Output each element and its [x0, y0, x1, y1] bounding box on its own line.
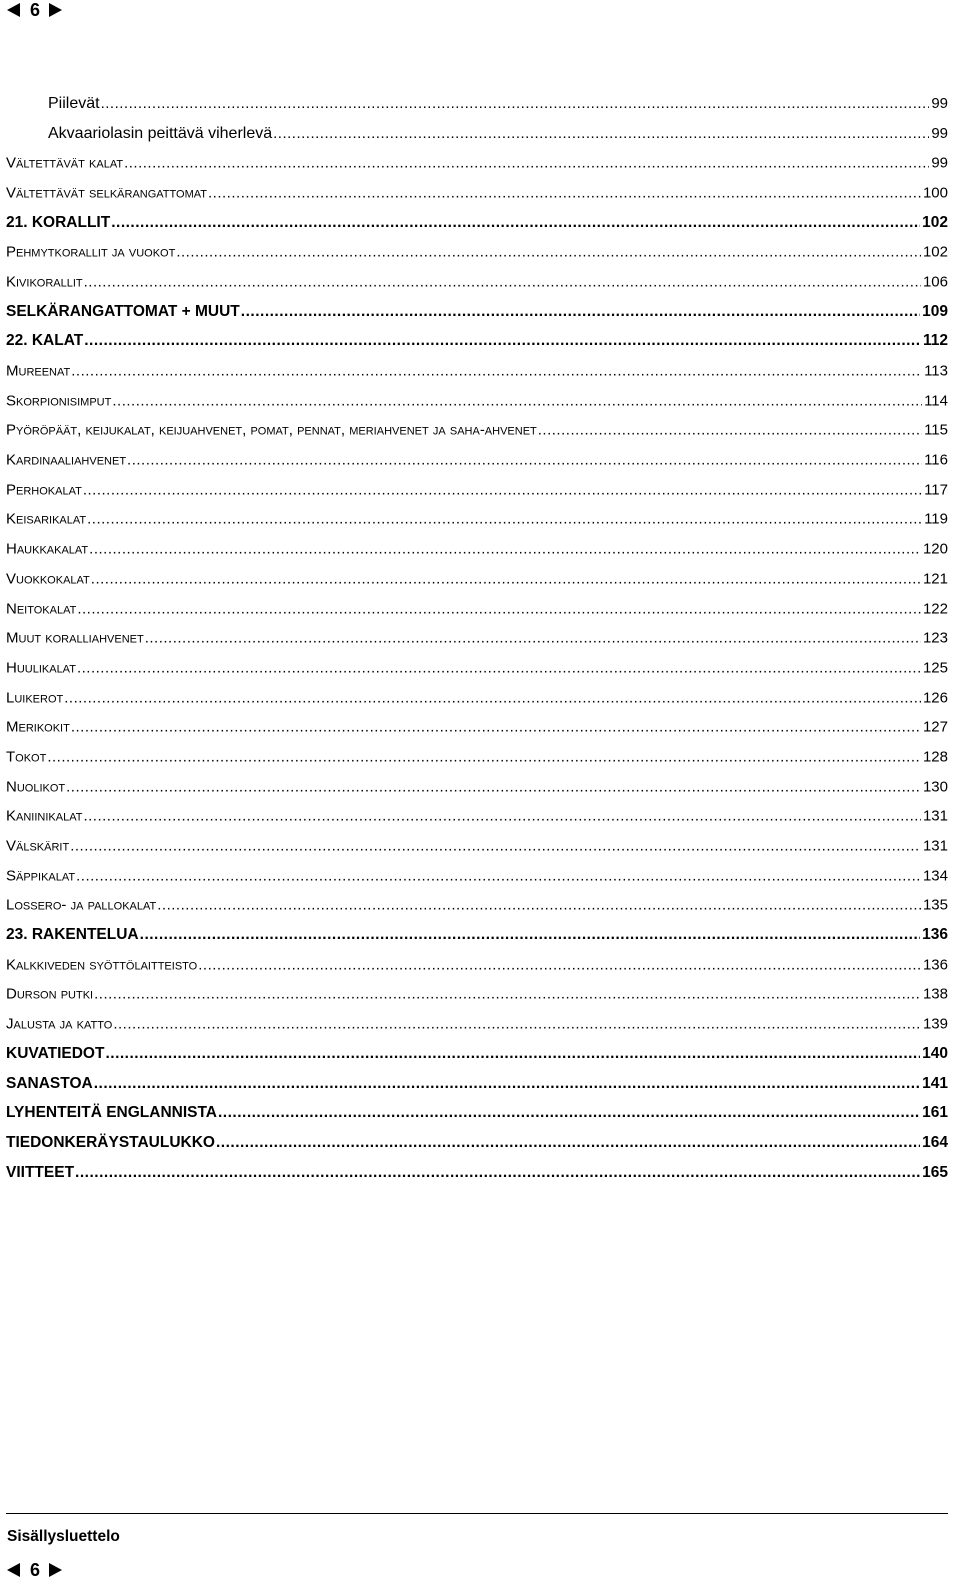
toc-entry-page: 127	[922, 718, 948, 736]
toc-entry-label: Vältettävät selkärangattomat	[6, 184, 208, 202]
dot-leader	[113, 1016, 921, 1033]
toc-entry-label: SANASTOA	[6, 1074, 93, 1092]
toc-entry[interactable]	[0, 178, 960, 208]
toc-entry-label: Keisarikalat	[6, 510, 87, 528]
toc-entry-page: 139	[922, 1015, 948, 1033]
toc-entry-label: Vuokkokalat	[6, 570, 90, 588]
toc-entry[interactable]	[0, 386, 960, 416]
dot-leader	[157, 897, 921, 914]
dot-leader	[124, 155, 929, 172]
toc-entry-label: Tokot	[6, 748, 47, 766]
toc-entry-label: Muut koralliahvenet	[6, 629, 144, 647]
toc-entry-page: 128	[922, 748, 948, 766]
toc-entry-page: 114	[924, 392, 948, 410]
dot-leader	[176, 244, 921, 261]
pager-top	[7, 0, 62, 20]
toc-entry-label: Skorpionisimput	[6, 392, 112, 410]
dot-leader	[75, 1164, 920, 1182]
toc-entry[interactable]	[0, 208, 960, 238]
toc-entry-label: Pehmytkorallit ja vuokot	[6, 243, 176, 261]
dot-leader	[84, 332, 921, 350]
toc-entry-label: Neitokalat	[6, 600, 77, 618]
toc-entry-page: 131	[922, 807, 948, 825]
next-page-icon[interactable]	[49, 1563, 62, 1577]
toc-entry-page: 99	[931, 94, 948, 112]
toc-entry-label: Mureenat	[6, 362, 71, 380]
toc-entry[interactable]	[0, 1069, 960, 1099]
toc-entry-page: 120	[922, 540, 948, 558]
dot-leader	[83, 481, 922, 498]
toc-entry-label: Kardinaaliahvenet	[6, 451, 127, 469]
toc-entry[interactable]	[0, 1158, 960, 1188]
toc-entry-page: 136	[922, 956, 948, 974]
dot-leader	[83, 808, 921, 825]
toc-entry-label: Jalusta ja katto	[6, 1015, 113, 1033]
toc-entry[interactable]	[0, 980, 960, 1010]
toc-entry[interactable]	[0, 1128, 960, 1158]
next-page-icon[interactable]	[49, 3, 62, 17]
toc-entry-page: 113	[924, 362, 948, 380]
toc-entry[interactable]	[0, 772, 960, 802]
toc-entry[interactable]	[0, 534, 960, 564]
toc-entry-label: Huulikalat	[6, 659, 76, 677]
toc-entry-label: SELKÄRANGATTOMAT + MUUT	[6, 302, 240, 320]
dot-leader	[77, 659, 921, 676]
dot-leader	[101, 95, 930, 112]
toc-entry[interactable]	[0, 1009, 960, 1039]
dot-leader	[94, 1075, 920, 1093]
toc-entry-page: 164	[922, 1133, 948, 1151]
toc-entry[interactable]	[0, 416, 960, 446]
toc-entry-page: 121	[922, 570, 948, 588]
dot-leader	[47, 748, 921, 765]
toc-entry[interactable]	[0, 237, 960, 267]
toc-entry-page: 117	[924, 481, 948, 499]
toc-entry[interactable]	[0, 505, 960, 535]
toc-entry-page: 102	[922, 213, 948, 231]
toc-entry-page: 134	[922, 867, 948, 885]
footer-title: Sisällysluettelo	[7, 1528, 120, 1545]
toc-entry[interactable]	[0, 861, 960, 891]
dot-leader	[91, 570, 921, 587]
dot-leader	[218, 1104, 920, 1122]
toc-entry-page: 116	[924, 451, 948, 469]
toc-entry-page: 109	[922, 302, 948, 320]
toc-entry-label: Merikokit	[6, 718, 70, 736]
toc-entry[interactable]	[0, 802, 960, 832]
toc-entry-page: 106	[922, 273, 948, 291]
toc-entry-label: 22. KALAT	[6, 332, 84, 350]
toc-entry-label: LYHENTEITÄ ENGLANNISTA	[6, 1104, 217, 1122]
toc-entry-label: Haukkakalat	[6, 540, 89, 558]
dot-leader	[273, 125, 929, 142]
dot-leader	[241, 303, 920, 321]
toc-entry-label: Perhokalat	[6, 481, 82, 499]
toc-entry-page: 130	[922, 778, 948, 796]
dot-leader	[76, 867, 921, 884]
dot-leader	[89, 541, 921, 558]
toc-entry-page: 135	[922, 896, 948, 914]
toc-entry[interactable]	[0, 267, 960, 297]
toc-entry[interactable]	[0, 712, 960, 742]
toc-entry[interactable]	[0, 683, 960, 713]
toc-entry-page: 161	[922, 1104, 948, 1122]
previous-page-icon[interactable]	[7, 3, 20, 17]
toc-entry-label: Lossero- ja pallokalat	[6, 896, 157, 914]
toc-entry-label: Durson putki	[6, 985, 94, 1003]
toc-entry[interactable]	[0, 89, 960, 119]
page-number: 6	[30, 0, 41, 20]
toc-entry-label: TIEDONKERÄYSTAULUKKO	[6, 1133, 215, 1151]
toc-entry-label: Kalkkiveden syöttölaitteisto	[6, 956, 198, 974]
toc-entry[interactable]	[0, 653, 960, 683]
dot-leader	[77, 600, 921, 617]
page-number: 6	[30, 1559, 41, 1580]
toc-entry[interactable]	[0, 148, 960, 178]
toc-entry[interactable]	[0, 475, 960, 505]
toc-entry[interactable]	[0, 356, 960, 386]
dot-leader	[70, 838, 921, 855]
toc-entry-page: 102	[922, 243, 948, 261]
toc-entry-label: Akvaariolasin peittävä viherlevä	[48, 124, 273, 142]
toc-entry[interactable]	[0, 742, 960, 772]
dot-leader	[87, 511, 922, 528]
toc-entry-page: 136	[922, 926, 948, 944]
dot-leader	[111, 214, 920, 232]
toc-entry-page: 131	[922, 837, 948, 855]
toc-entry[interactable]	[0, 327, 960, 357]
dot-leader	[112, 392, 922, 409]
toc-entry-label: Pyöröpäät, keijukalat, keijuahvenet, pomat, pennat, meriahvenet ja saha-ahvenet	[6, 421, 537, 439]
toc-entry-label: Välskärit	[6, 837, 70, 855]
toc-entry[interactable]	[0, 564, 960, 594]
dot-leader	[208, 184, 921, 201]
toc-entry-label: VIITTEET	[6, 1163, 75, 1181]
dot-leader	[71, 719, 921, 736]
table-of-contents	[0, 89, 960, 1187]
dot-leader	[140, 926, 920, 944]
toc-entry-label: Luikerot	[6, 689, 64, 707]
toc-entry[interactable]	[0, 831, 960, 861]
toc-entry-label: Säppikalat	[6, 867, 76, 885]
toc-entry-page: 119	[924, 510, 948, 528]
toc-entry-label: Nuolikot	[6, 778, 66, 796]
toc-entry-page: 141	[922, 1074, 948, 1092]
dot-leader	[145, 630, 921, 647]
toc-entry-page: 123	[922, 629, 948, 647]
dot-leader	[66, 778, 921, 795]
toc-entry-label: Vältettävät kalat	[6, 154, 124, 172]
toc-entry-page: 99	[931, 124, 948, 142]
toc-entry-page: 125	[922, 659, 948, 677]
dot-leader	[216, 1134, 920, 1152]
toc-entry-page: 126	[922, 689, 948, 707]
toc-entry-label: Kivikorallit	[6, 273, 83, 291]
toc-entry-page: 140	[922, 1044, 948, 1062]
toc-entry[interactable]	[0, 1098, 960, 1128]
toc-entry-label: Piilevät	[48, 94, 100, 112]
toc-entry-page: 99	[931, 154, 948, 172]
dot-leader	[84, 273, 921, 290]
dot-leader	[105, 1045, 920, 1063]
toc-entry-label: 21. KORALLIT	[6, 213, 111, 231]
toc-entry-label: Kaniinikalat	[6, 807, 83, 825]
toc-entry-page: 165	[922, 1163, 948, 1181]
footer-divider	[6, 1513, 948, 1514]
toc-entry-page: 122	[922, 600, 948, 618]
toc-entry-page: 100	[922, 184, 948, 202]
dot-leader	[71, 363, 922, 380]
toc-entry-label: KUVATIEDOT	[6, 1044, 105, 1062]
dot-leader	[127, 452, 922, 469]
toc-entry[interactable]	[0, 1039, 960, 1069]
toc-entry[interactable]	[0, 297, 960, 327]
toc-entry[interactable]	[0, 594, 960, 624]
toc-entry-label: 23. RAKENTELUA	[6, 926, 139, 944]
dot-leader	[64, 689, 921, 706]
dot-leader	[94, 986, 921, 1003]
dot-leader	[538, 422, 922, 439]
toc-entry[interactable]	[0, 445, 960, 475]
dot-leader	[198, 956, 921, 973]
pager-bottom	[7, 1560, 62, 1580]
toc-entry[interactable]	[0, 891, 960, 921]
toc-entry[interactable]	[0, 950, 960, 980]
toc-entry[interactable]	[0, 623, 960, 653]
toc-entry[interactable]	[0, 119, 960, 149]
toc-entry-page: 115	[924, 421, 948, 439]
toc-entry-page: 112	[922, 332, 948, 350]
previous-page-icon[interactable]	[7, 1563, 20, 1577]
toc-entry-page: 138	[922, 985, 948, 1003]
toc-entry[interactable]	[0, 920, 960, 950]
